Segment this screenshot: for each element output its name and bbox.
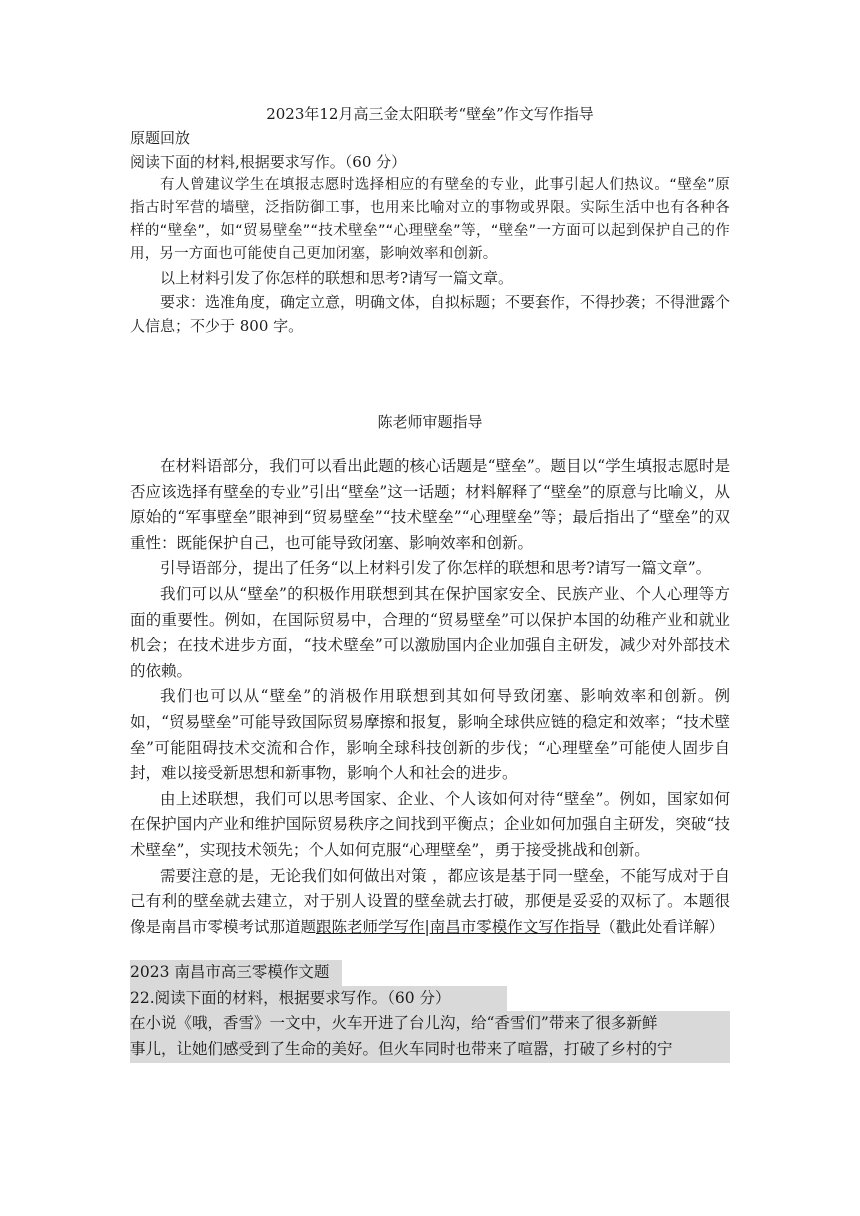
document-title: 2023年12月高三金太阳联考“壁垒”作文写作指导 — [266, 105, 594, 123]
guide-heading: 陈老师审题指导 — [377, 413, 483, 431]
section-label: 原题回放 — [130, 129, 191, 147]
guide-paragraph-3: 我们可以从“壁垒”的积极作用联想到其在保护国家安全、民族产业、个人心理等方面的重要性。例如，在国际贸易中，合理的“贸易壁垒”可以保护本国的幼稚产业和就业机会；在技术进步方面，“技术壁垒”可以激励国内企业加强自主研发，减少对外部技术的依赖。 — [130, 584, 730, 680]
related-instruction-row — [130, 986, 730, 1012]
related-line-2: 事儿，让她们感受到了生命的美好。但火车同时也带来了喧嚣，打破了乡村的宁 — [130, 1037, 730, 1063]
guide-paragraph-4: 我们也可以从“壁垒”的消极作用联想到其如何导致闭塞、影响效率和创新。例如，“贸易壁垒”可能导致国际贸易摩擦和报复，影响全球供应链的稳定和效率；“技术壁垒”可能阻碍技术交流和合作，影响全球科技创新的步伐；“心理壁垒”可能使人固步自封，难以接受新思想和新事物，影响个人和社会的进步。 — [130, 687, 730, 783]
guide-paragraph-1: 在材料语部分，我们可以看出此题的核心话题是“壁垒”。题目以“学生填报志愿时是否应该选择有壁垒的专业”引出“壁垒”这一话题；材料解释了“壁垒”的原意与比喻义，从原始的“军事壁垒”眼神到“贸易壁垒”“技术壁垒”“心理壁垒”等；最后指出了“壁垒”的双重性：既能保护自己，也可能导致闭塞、影响效率和创新。 — [130, 457, 730, 552]
related-heading: 2023 南昌市高三零模作文题 — [130, 960, 342, 986]
guide-paragraph-2: 引导语部分，提出了任务“以上材料引发了你怎样的联想和思考?请写一篇文章”。 — [160, 559, 712, 578]
related-line-1-row — [130, 1011, 730, 1037]
document-page — [130, 100, 730, 1063]
original-material: 有人曾建议学生在填报志愿时选择相应的有壁垒的专业，此事引起人们热议。“壁垒”原指古时军营的墙壁，泛指防御工事，也用来比喻对立的事物或界限。实际生活中也有各种各样的“壁垒”，如“贸易壁垒”“技术壁垒”“心理壁垒”等，“壁垒”一方面可以起到保护自己的作用，另一方面也可能使自己更加闭塞，影响效率和创新。 — [130, 177, 730, 262]
guide-paragraph-5: 由上述联想，我们可以思考国家、企业、个人该如何对待“壁垒”。例如，国家如何在保护国内产业和维护国际贸易秩序之间找到平衡点；企业如何加强自主研发，突破“技术壁垒”，实现技术领先；个人如何克服“心理壁垒”，勇于接受挑战和创新。 — [130, 789, 730, 859]
spacer — [130, 940, 730, 960]
guide-paragraph-6 — [130, 864, 730, 941]
original-requirements: 要求：选准角度，确定立意，明确文体，自拟标题；不要套作，不得抄袭；不得泄露个人信息；不少于 800 字。 — [130, 293, 731, 335]
related-line-1: 在小说《哦，香雪》一文中，火车开进了台儿沟，给“香雪们”带来了很多新鲜 — [130, 1011, 730, 1037]
original-prompt: 以上材料引发了你怎样的联想和思考?请写一篇文章。 — [160, 269, 514, 287]
guide-paragraph-6-text: 需要注意的是，无论我们如何做出对策 ，都应该是基于同一壁垒，不能写成对于自己有利的壁垒就去建立，对于别人设置的壁垒就去打破，那便是妥妥的双标了。本题很像是南昌市零模考试那道题 — [130, 866, 730, 936]
related-heading-row — [130, 960, 730, 986]
spacer — [130, 434, 730, 454]
article-link[interactable]: 跟陈老师学写作|南昌市零模作文写作指导 — [316, 917, 601, 936]
spacer — [130, 338, 730, 410]
guide-paragraph-6-tail: （戳此处看详解） — [600, 917, 725, 936]
related-instruction: 22.阅读下面的材料，根据要求写作。（60 分） — [130, 986, 507, 1012]
original-instruction: 阅读下面的材料,根据要求写作。（60 分） — [130, 153, 407, 171]
related-line-2-row — [130, 1037, 730, 1063]
